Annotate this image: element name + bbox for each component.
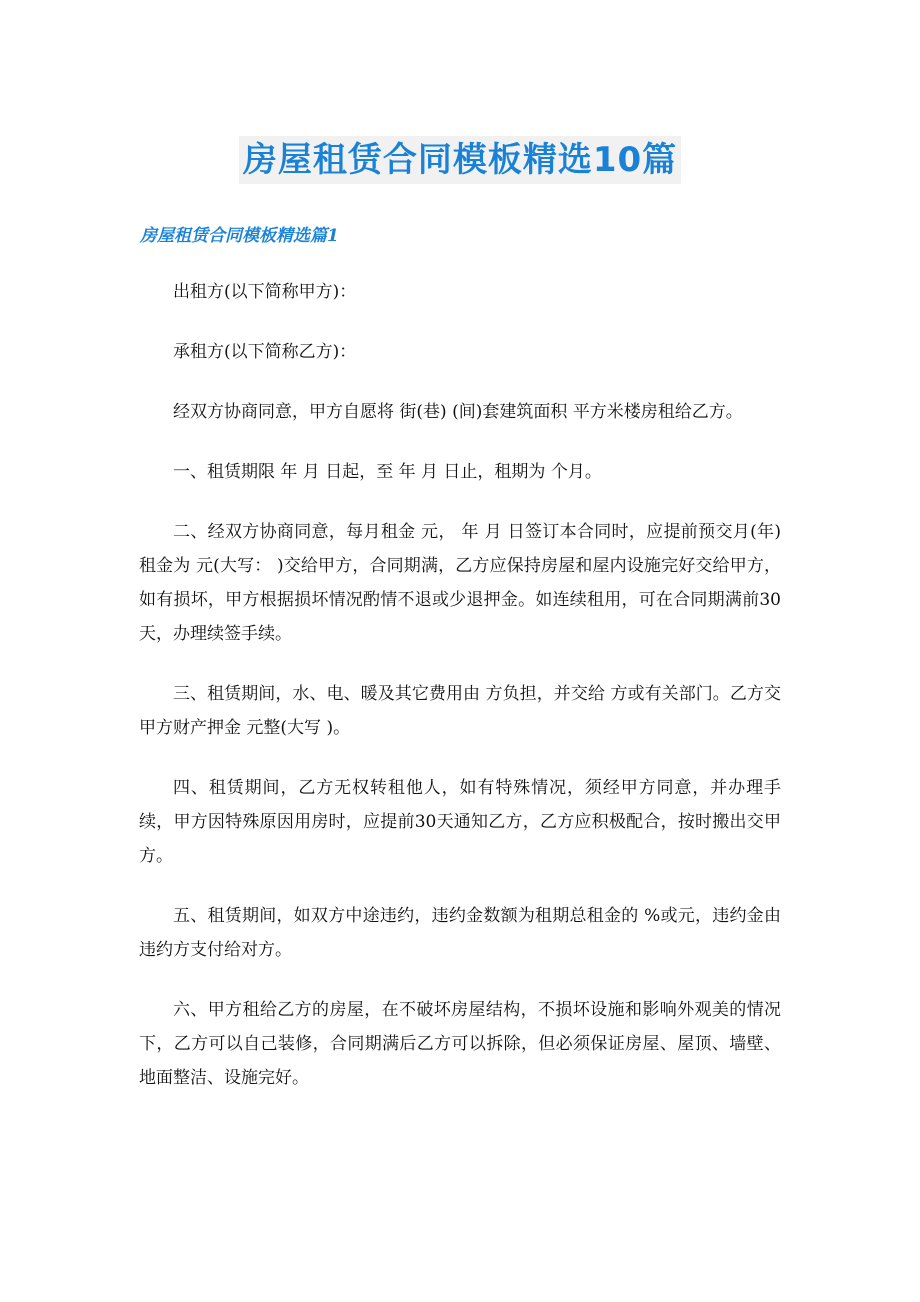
paragraph-clause-2: 二、经双方协商同意，每月租金 元， 年 月 日签订本合同时，应提前预交月(年)租金为 元(大写： )交给甲方，合同期满，乙方应保持房屋和屋内设施完好交给甲方，如有损坏，甲方根据损坏情况酌情不退或少退押金。如连续租用，可在合同期满前30天，办理续签手续。 <box>139 522 781 644</box>
paragraph-lessor: 出租方(以下简称甲方)： <box>173 282 357 302</box>
paragraph-lessee: 承租方(以下简称乙方)： <box>173 342 357 362</box>
document-body <box>139 275 781 1121</box>
paragraph-clause-1: 一、租赁期限 年 月 日起，至 年 月 日止，租期为 个月。 <box>173 462 602 482</box>
paragraph-clause-6: 六、甲方租给乙方的房屋，在不破坏房屋结构，不损坏设施和影响外观美的情况下，乙方可以自己装修，合同期满后乙方可以拆除，但必须保证房屋、屋顶、墙壁、地面整洁、设施完好。 <box>139 1000 781 1088</box>
paragraph-clause-4: 四、租赁期间，乙方无权转租他人，如有特殊情况，须经甲方同意，并办理手续，甲方因特殊原因用房时，应提前30天通知乙方，乙方应积极配合，按时搬出交甲方。 <box>139 778 781 866</box>
paragraph-clause-3: 三、租赁期间，水、电、暖及其它费用由 方负担，并交给 方或有关部门。乙方交甲方财产押金 元整(大写 )。 <box>139 684 781 738</box>
title-container <box>0 136 920 184</box>
section-heading: 房屋租赁合同模板精选篇1 <box>140 226 339 246</box>
document-title: 房屋租赁合同模板精选10篇 <box>239 136 681 184</box>
paragraph-agreement: 经双方协商同意，甲方自愿将 街(巷) (间)套建筑面积 平方米楼房租给乙方。 <box>173 402 743 422</box>
paragraph-clause-5: 五、租赁期间，如双方中途违约，违约金数额为租期总租金的 %或元，违约金由违约方支付给对方。 <box>139 906 781 960</box>
